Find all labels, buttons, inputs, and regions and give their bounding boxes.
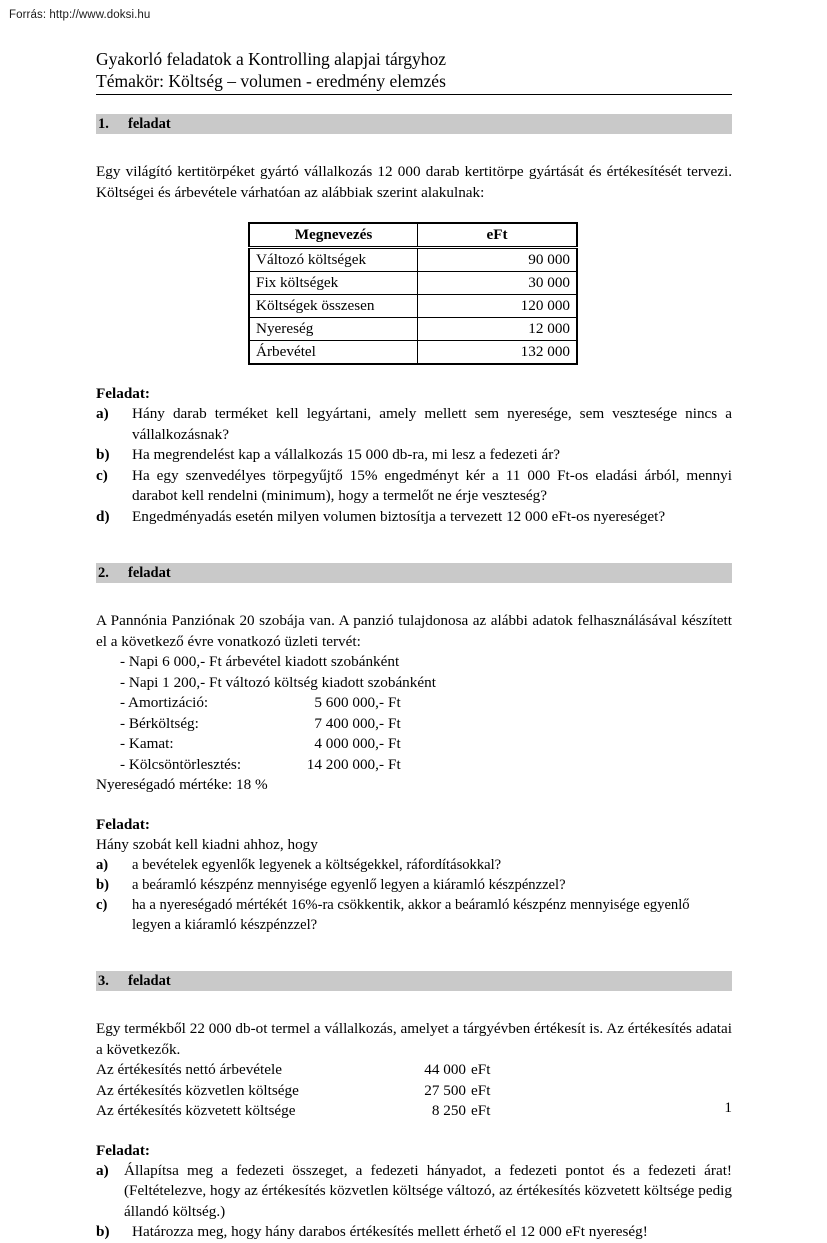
section-label-3: feladat <box>128 973 171 989</box>
table-header-row <box>249 223 577 248</box>
source-watermark: Forrás: http://www.doksi.hu <box>9 9 151 21</box>
table-row <box>249 272 577 295</box>
spacer <box>96 527 732 563</box>
data-line-unit: Ft <box>388 755 401 773</box>
section-1-task-heading: Feladat: <box>96 385 150 402</box>
data-line-unit: Ft <box>388 694 401 711</box>
data-line-label: - Kölcsöntörlesztés: <box>120 755 242 773</box>
section-header-2 <box>96 563 732 583</box>
table-row <box>249 318 577 341</box>
document-title <box>96 49 732 92</box>
table-cell-name: Változó költségek <box>249 248 418 272</box>
list-item-marker: b) <box>96 1223 110 1240</box>
value-row <box>96 1081 732 1102</box>
section-2-question-lead: Hány szobát kell kiadni ahhoz, hogy <box>96 835 318 853</box>
spacer <box>96 1122 732 1141</box>
data-line-label: - Bérköltség: <box>120 714 199 732</box>
data-line <box>96 755 732 776</box>
list-item-marker: a) <box>96 857 109 873</box>
section-3-task-heading: Feladat: <box>96 1141 150 1159</box>
table-cell-value: 12 000 <box>418 318 578 341</box>
section-header-3 <box>96 971 732 991</box>
list-item-text: Ha egy szenvedélyes törpegyűjtő 15% engedményt kér a 11 000 Ft-os eladási árból, mennyi darabot kell rendelni (minimum), hogy a termelőt ne érje veszteség? <box>132 466 732 504</box>
table-cell-value: 30 000 <box>418 272 578 295</box>
spacer <box>96 991 732 1019</box>
data-line-label: - Napi 1 200,- Ft változó költség kiadott szobánként <box>120 673 436 691</box>
table-cell-name: Nyereség <box>249 318 418 341</box>
value-row-label: Az értékesítés közvetett költsége <box>96 1102 296 1119</box>
spacer <box>96 935 732 971</box>
list-item-marker: d) <box>96 507 110 525</box>
cost-table-wrapper <box>248 222 732 365</box>
list-item-text: a beáramló készpénz mennyisége egyenlő legyen a kiáramló készpénzzel? <box>132 877 566 893</box>
table-row <box>249 248 577 272</box>
data-line-amount: 7 400 000,- <box>314 714 384 732</box>
section-3-intro: Egy termékből 22 000 db-ot termel a vállalkozás, amelyet a tárgyévben értékesít is. Az értékesítés adatai a következők. <box>96 1020 732 1058</box>
data-line <box>96 652 732 673</box>
list-item-text: Ha megrendelést kap a vállalkozás 15 000 db-ra, mi lesz a fedezeti ár? <box>132 446 561 463</box>
spacer <box>96 796 732 815</box>
data-line-unit: Ft <box>388 735 401 752</box>
table-row <box>249 295 577 318</box>
spacer <box>96 365 732 384</box>
data-line-label: - Kamat: <box>120 735 174 752</box>
table-cell-value: 120 000 <box>418 295 578 318</box>
list-item-text: ha a nyereségadó mértékét 16%-ra csökkentik, akkor a beáramló készpénz mennyisége egyenlő legyen a kiáramló készpénzzel? <box>132 897 690 933</box>
spacer <box>96 203 732 222</box>
list-item-text: Állapítsa meg a fedezeti összeget, a fedezeti hányadot, a fedezeti pontot és a fedezeti árat! (Feltételezve, hogy az értékesítés közvetlen költsége változó, az értékesítés közvetett költsége pedig állandó költség.) <box>124 1161 732 1220</box>
list-item-marker: c) <box>96 897 108 913</box>
section-number-2: 2. <box>98 565 109 581</box>
section-number-1: 1. <box>98 116 109 132</box>
list-item <box>96 507 732 528</box>
spacer <box>96 95 732 114</box>
section-1-intro: Egy világító kertitörpéket gyártó vállalkozás 12 000 darab kertitörpe gyártását és értékesítését tervezi. Költségei és árbevétele várhatóan az alábbiak szerint alakulnak: <box>96 163 732 201</box>
data-line <box>96 693 732 714</box>
data-line-unit: Ft <box>388 714 401 732</box>
spacer <box>96 583 732 611</box>
value-row-unit: eFt <box>471 1102 491 1119</box>
document-title-line-1: Gyakorló feladatok a Kontrolling alapjai tárgyhoz <box>96 49 447 69</box>
section-header-1 <box>96 114 732 134</box>
list-item <box>96 855 732 875</box>
list-item-marker: b) <box>96 877 109 893</box>
data-line <box>96 673 732 694</box>
section-2-task-heading: Feladat: <box>96 815 150 833</box>
section-label-1: feladat <box>128 116 171 132</box>
list-item-marker: a) <box>96 1161 109 1179</box>
section-1-task-list <box>96 404 732 527</box>
table-cell-name: Költségek összesen <box>249 295 418 318</box>
table-header-eft: eFt <box>418 223 578 248</box>
value-row-unit: eFt <box>471 1061 491 1078</box>
list-item-marker: a) <box>96 405 109 422</box>
value-row-amount: 27 500 <box>424 1081 466 1099</box>
section-2-data-lines <box>96 652 732 775</box>
list-item <box>96 875 732 895</box>
section-2-tax-line: Nyereségadó mértéke: 18 % <box>96 776 268 793</box>
table-row <box>249 341 577 365</box>
section-label-2: feladat <box>128 565 171 581</box>
list-item-marker: c) <box>96 466 108 484</box>
list-item-marker: b) <box>96 446 110 463</box>
table-cell-value: 132 000 <box>418 341 578 365</box>
data-line-label: - Napi 6 000,- Ft árbevétel kiadott szobánként <box>120 653 400 670</box>
data-line <box>96 714 732 735</box>
table-cell-value: 90 000 <box>418 248 578 272</box>
data-line <box>96 734 732 755</box>
page-number: 1 <box>724 1099 732 1116</box>
list-item-text: Hány darab terméket kell legyártani, amely mellett sem nyeresége, sem vesztesége nincs a vállalkozásnak? <box>132 405 732 443</box>
list-item <box>96 1222 732 1243</box>
data-line-amount: 5 600 000,- <box>314 694 384 711</box>
document-title-line-2: Témakör: Költség – volumen - eredmény elemzés <box>96 70 446 91</box>
section-2-intro: A Pannónia Panziónak 20 szobája van. A panzió tulajdonosa az alábbi adatok felhasználásával készített el a következő évre vonatkozó üzleti tervét: <box>96 612 732 650</box>
list-item-text: Határozza meg, hogy hány darabos értékesítés mellett érhető el 12 000 eFt nyereség! <box>132 1223 648 1240</box>
value-row-amount: 8 250 <box>431 1102 466 1119</box>
list-item <box>96 466 732 507</box>
list-item <box>96 404 732 445</box>
list-item <box>96 895 732 935</box>
section-3-task-list <box>96 1161 732 1243</box>
table-cell-name: Fix költségek <box>249 272 418 295</box>
section-number-3: 3. <box>98 973 109 989</box>
list-item-text: a bevételek egyenlők legyenek a költségekkel, ráfordításokkal? <box>132 857 502 873</box>
data-line-amount: 4 000 000,- <box>314 735 384 752</box>
section-2-task-list <box>96 855 732 935</box>
list-item-text: Engedményadás esetén milyen volumen biztosítja a tervezett 12 000 eFt-os nyereséget? <box>132 507 666 525</box>
cost-revenue-table <box>248 222 578 365</box>
spacer <box>96 134 732 162</box>
data-line-amount: 14 200 000,- <box>306 755 384 773</box>
data-line-label: - Amortizáció: <box>120 694 209 711</box>
document-content <box>96 0 732 1243</box>
value-row-unit: eFt <box>471 1081 491 1099</box>
value-row-amount: 44 000 <box>424 1061 466 1078</box>
table-header-megnevezes: Megnevezés <box>249 223 418 248</box>
table-cell-name: Árbevétel <box>249 341 418 365</box>
value-row <box>96 1060 732 1081</box>
value-row-label: Az értékesítés közvetlen költsége <box>96 1081 299 1099</box>
list-item <box>96 445 732 466</box>
value-row-label: Az értékesítés nettó árbevétele <box>96 1061 282 1078</box>
